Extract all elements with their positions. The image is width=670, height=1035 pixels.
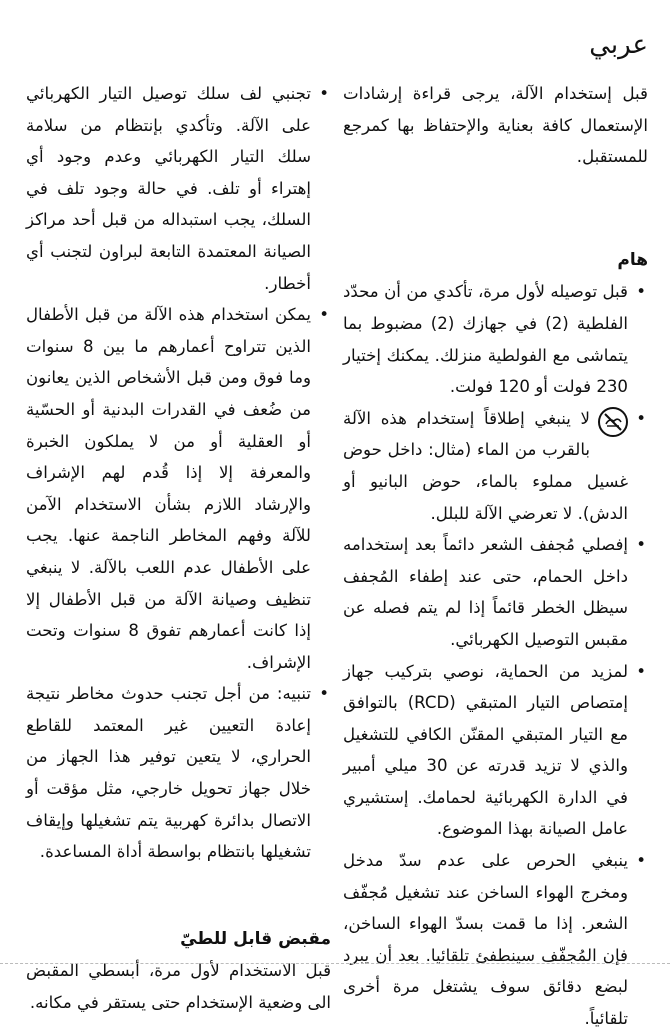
right-column [343, 78, 648, 1035]
list-item: • لا ينبغي إطلاقاً إستخدام هذه الآلة بالقرب من الماء (مثال: داخل حوض غسيل مملوء بالماء، حوض البانيو أو الدش). لا تعرضي الآلة للبلل. [343, 403, 648, 529]
list-item: • ينبغي الحرص على عدم سدّ مدخل ومخرج الهواء الساخن عند تشغيل مُجفّف الشعر. إذا ما قمت بسدّ الهواء الساخن، فإن المُجفّف سينطفئ تلقائيا. بعد أن يبرد لبضع دقائق سوف يشتغل مرة أخرى تلقائياً. [343, 845, 648, 1035]
important-heading: هام [617, 249, 648, 270]
safety-list [26, 78, 331, 868]
list-item: • تنبيه: من أجل تجنب حدوث مخاطر نتيجة إعادة التعيين غير المعتمد للقاطع الحراري، لا يتعين توفير هذا الجهاز من خلال جهاز تحويل خارجي، مثل مؤقت أو الاتصال بدائرة كهربية يتم تشغيلها وإيقاف تشغيلها بانتظام بواسطة أداة المساعدة. [26, 678, 331, 868]
spacer [26, 868, 331, 924]
list-item: • إفصلي مُجفف الشعر دائماً بعد إستخدامه داخل الحمام، حتى عند إطفاء المُجفف سيظل الخطر قائماً إذا لم يتم فصله عن مقبس التوصيل الكهربائي. [343, 529, 648, 655]
page-bottom-divider [0, 963, 670, 964]
intro-paragraph: قبل إستخدام الآلة، يرجى قراءة إرشادات الإستعمال كافة بعناية والإحتفاظ بها كمرجع للمستقبل. [343, 84, 648, 167]
important-list [343, 276, 648, 1034]
page-title: عربي [589, 30, 648, 60]
left-column [26, 78, 331, 1019]
spacer [343, 173, 648, 245]
list-item: • يمكن استخدام هذه الآلة من قبل الأطفال الذين تتراوح أعمارهم ما بين 8 سنوات وما فوق ومن قبل الأشخاص الذين يعانون من ضُعف في القدرات البدنية أو الحسّية أو العقلية أو من لا يملكون الخبرة والمعرفة إلا إذا قُدم لهم الإشراف والإرشاد اللازم بشأن الاستخدام الآمن للآلة وفهم المخاطر الناجمة عنها. يجب على الأطفال عدم اللعب بالآلة. لا ينبغي تنظيف وصيانة الآلة من قبل الأطفال إلا إذا كانت أعمارهم تفوق 8 سنوات وتحت الإشراف. [26, 299, 331, 678]
foldable-handle-paragraph: قبل الاستخدام لأول مرة، أبسطي المقبض الى وضعية الإستخدام حتى يستقر في مكانه. [26, 961, 331, 1013]
list-item: • لمزيد من الحماية، نوصي بتركيب جهاز إمتصاص التيار المتبقي (RCD) بالتوافق مع التيار المتبقي المقنّن الكافي للتشغيل والذي لا تزيد قدرته عن 30 ميلي أمبير في الدارة الكهربائية لحمامك. إستشيري عامل الصيانة بهذا الموضوع. [343, 656, 648, 846]
foldable-handle-heading: مقبض قابل للطيّ [180, 928, 331, 949]
list-item: • تجنبي لف سلك توصيل التيار الكهربائي على الآلة. وتأكدي بإنتظام من سلامة سلك التيار الكهربائي وعدم وجود أي إهتراء أو تلف. في حالة وجود تلف في السلك، يجب استبداله من قبل أحد مراكز الصيانة المعتمدة التابعة لبراون لتجنب أي أخطار. [26, 78, 331, 299]
no-water-icon [598, 407, 628, 437]
list-item: • قبل توصيله لأول مرة، تأكدي من أن محدّد الفلطية (2) في جهازك (2) مضبوط بما يتماشى مع الفولطية منزلك. يمكنك إختيار 230 فولت أو 120 فولت. [343, 276, 648, 402]
